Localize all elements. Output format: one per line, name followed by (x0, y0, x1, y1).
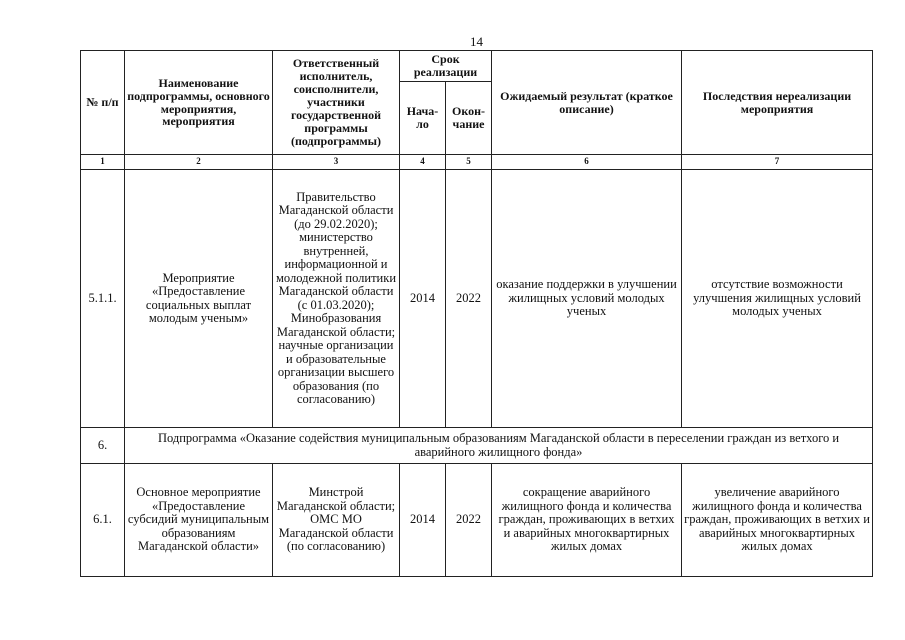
subprogram-row (81, 428, 873, 464)
measures-table (80, 50, 873, 577)
row-executor: Правительство Магаданской области (до 29.02.2020); министерство внутренней, информационной и молодежной политики Магаданской области (с 01.03.2020); Минобразования Магаданской области; научные организации и образовательные организации высшего образования (по согласованию) (273, 170, 400, 428)
row-num: 5.1.1. (81, 170, 125, 428)
row-result: оказание поддержки в улучшении жилищных условий молодых ученых (492, 170, 682, 428)
page-number: 14 (470, 34, 483, 49)
subprogram-num: 6. (81, 428, 125, 464)
header-consequences: Последствия нереализации мероприятия (682, 51, 873, 155)
row-name: Мероприятие «Предоставление социальных выплат молодым ученым» (125, 170, 273, 428)
table-row (81, 170, 873, 428)
header-result: Ожидаемый результат (краткое описание) (492, 51, 682, 155)
table-row (81, 464, 873, 577)
header-num: № п/п (81, 51, 125, 155)
row-result: сокращение аварийного жилищного фонда и количества граждан, проживающих в ветхих и аварийных многоквартирных жилых домах (492, 464, 682, 577)
header-term: Срок реализации (400, 51, 492, 82)
column-number: 7 (682, 155, 873, 170)
row-consequences: увеличение аварийного жилищного фонда и количества граждан, проживающих в ветхих и аварийных многоквартирных жилых домах (682, 464, 873, 577)
column-number: 2 (125, 155, 273, 170)
subprogram-title: Подпрограмма «Оказание содействия муниципальным образованиям Магаданской области в переселении граждан из ветхого и аварийного жилищного фонда» (125, 428, 873, 464)
column-number: 1 (81, 155, 125, 170)
row-end: 2022 (446, 170, 492, 428)
column-number: 4 (400, 155, 446, 170)
row-name: Основное мероприятие «Предоставление субсидий муниципальным образованиям Магаданской области» (125, 464, 273, 577)
header-start: Нача-ло (400, 82, 446, 155)
row-consequences: отсутствие возможности улучшения жилищных условий молодых ученых (682, 170, 873, 428)
header-executor: Ответственный исполнитель, соисполнители, участники государственной программы (подпрограммы) (273, 51, 400, 155)
header-end: Окон-чание (446, 82, 492, 155)
column-number: 5 (446, 155, 492, 170)
column-number: 6 (492, 155, 682, 170)
header-row (81, 51, 873, 82)
column-number: 3 (273, 155, 400, 170)
column-numbers-row (81, 155, 873, 170)
row-start: 2014 (400, 464, 446, 577)
row-end: 2022 (446, 464, 492, 577)
row-num: 6.1. (81, 464, 125, 577)
header-name: Наименование подпрограммы, основного мероприятия, мероприятия (125, 51, 273, 155)
row-start: 2014 (400, 170, 446, 428)
row-executor: Минстрой Магаданской области; ОМС МО Магаданской области (по согласованию) (273, 464, 400, 577)
